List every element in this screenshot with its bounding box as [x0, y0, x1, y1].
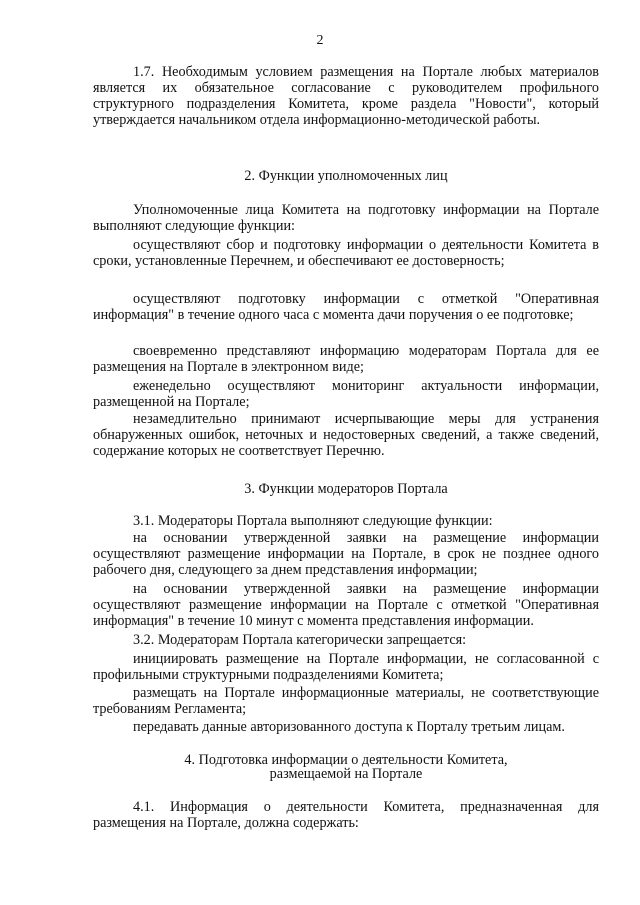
section-2-item-5: незамедлительно принимают исчерпывающие меры для устранения обнаруженных ошибок, неточных и недостоверных сведений, а также сведений, содержание которых не соответствует Перечню.	[93, 411, 599, 459]
paragraph-1-7: 1.7. Необходимым условием размещения на Портале любых материалов является их обязательное согласование с руководителем профильного структурного подразделения Комитета, кроме раздела "Новости", который утверждается начальником отдела информационно-методической работы.	[93, 64, 599, 128]
section-2-item-1: осуществляют сбор и подготовку информации о деятельности Комитета в сроки, установленные Перечнем, и обеспечивают ее достоверность;	[93, 237, 599, 269]
paragraph-3-1: 3.1. Модераторы Портала выполняют следующие функции:	[133, 513, 493, 529]
paragraph-3-2-b: размещать на Портале информационные материалы, не соответствующие требованиям Регламента;	[93, 685, 599, 717]
paragraph-3-1-a: на основании утвержденной заявки на размещение информации осуществляют размещение информации на Портале, в срок не позднее одного рабочего дня, следующего за днем представления информации;	[93, 530, 599, 578]
section-2-item-2: осуществляют подготовку информации с отметкой "Оперативная информация" в течение одного часа с момента дачи поручения о ее подготовке;	[93, 291, 599, 323]
paragraph-3-2: 3.2. Модераторам Портала категорически запрещается:	[133, 632, 467, 648]
paragraph-4-1: 4.1. Информация о деятельности Комитета, предназначенная для размещения на Портале, должна содержать:	[93, 799, 599, 831]
paragraph-3-1-b: на основании утвержденной заявки на размещение информации осуществляют размещение информации на Портале с отметкой "Оперативная информация" в течение 10 минут с момента представления информации.	[93, 581, 599, 629]
section-2-intro: Уполномоченные лица Комитета на подготовку информации на Портале выполняют следующие функции:	[93, 202, 599, 234]
section-2-item-3: своевременно представляют информацию модераторам Портала для ее размещения на Портале в электронном виде;	[93, 343, 599, 375]
section-3-heading: 3. Функции модераторов Портала	[244, 481, 448, 497]
paragraph-3-2-c: передавать данные авторизованного доступа к Порталу третьим лицам.	[133, 719, 565, 735]
section-2-heading: 2. Функции уполномоченных лиц	[244, 168, 448, 184]
section-4-heading-line-2: размещаемой на Портале	[269, 766, 423, 782]
paragraph-3-2-a: инициировать размещение на Портале информации, не согласованной с профильными структурными подразделениями Комитета;	[93, 651, 599, 683]
section-2-item-4: еженедельно осуществляют мониторинг актуальности информации, размещенной на Портале;	[93, 378, 599, 410]
section-4-heading-line-1: 4. Подготовка информации о деятельности Комитета,	[184, 752, 508, 768]
page-number: 2	[316, 33, 324, 48]
